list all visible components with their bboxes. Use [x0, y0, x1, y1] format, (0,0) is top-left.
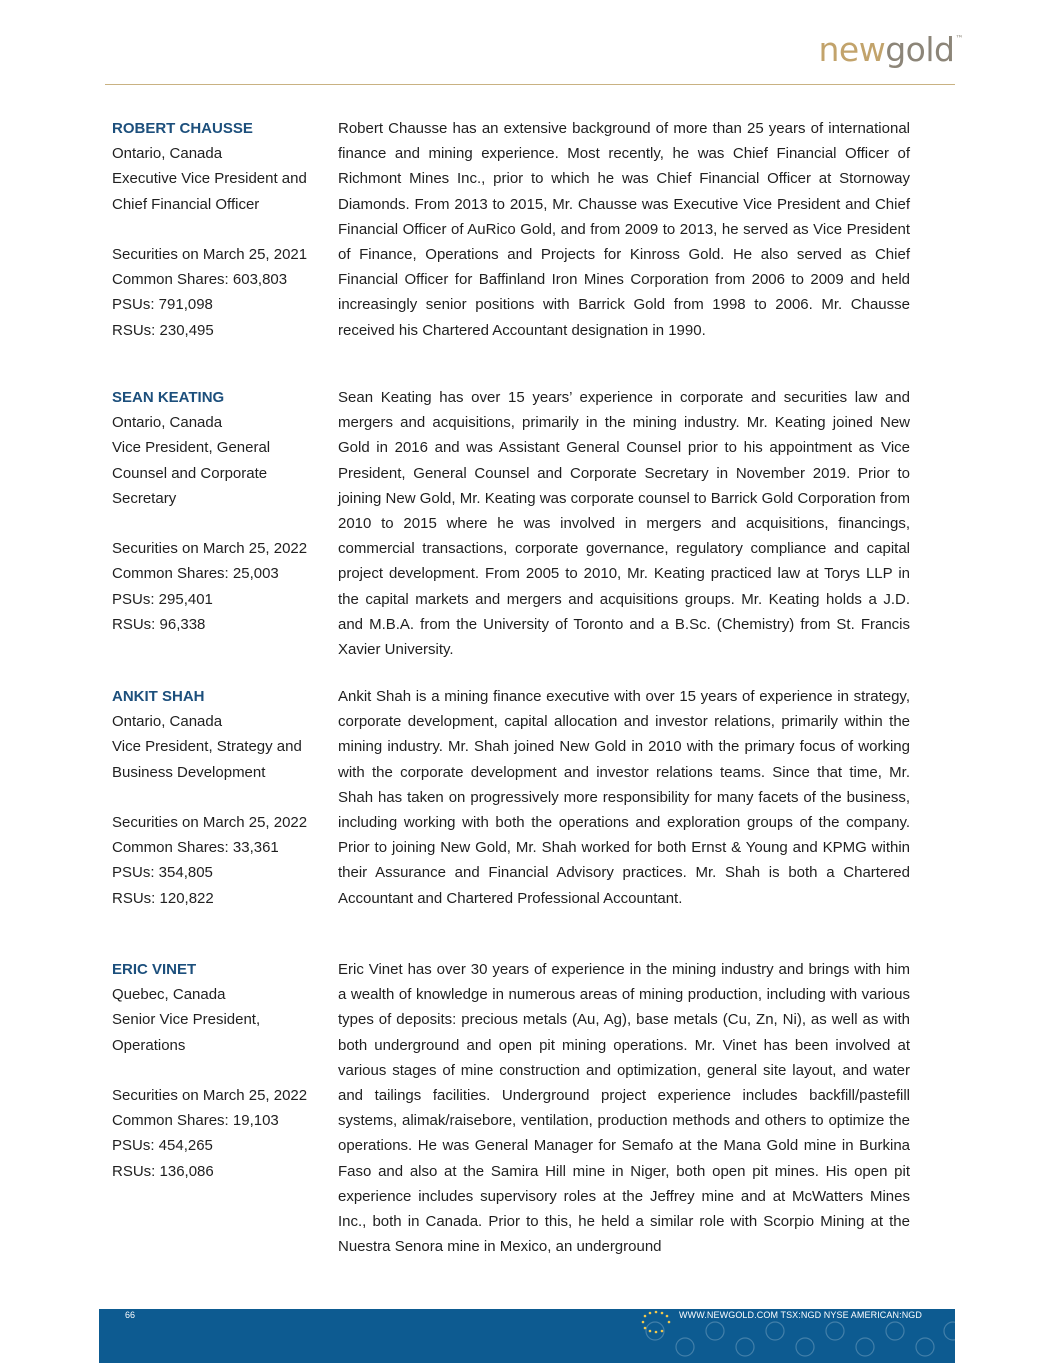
header-divider [105, 84, 955, 85]
bio-securities-date: Securities on March 25, 2021 [112, 246, 308, 263]
bio-title-line: Secretary [112, 489, 177, 507]
bio-title-line: Vice President, General [112, 439, 271, 457]
bio-description [338, 385, 910, 662]
footer-site-info: WWW.NEWGOLD.COM TSX:NGD NYSE AMERICAN:NGD [679, 1310, 922, 1320]
bio-text: Ankit Shah is a mining finance executive with over 15 years of experience in strategy, corporate development, capital allocation and investor relations, primarily within the mining industry. Mr. Shah joined New Gold in 2010 with the primary focus of working with the corporate development and investor relations teams. Since that time, Mr. Shah has taken on progressively more responsibility for many facets of the business, including working with both the operations and exploration groups of the company. Prior to joining New Gold, Mr. Shah worked for both Ernst & Young and KPMG within their Assurance and Financial Advisory practices. Mr. Shah is both a Chartered Accountant and Chartered Professional Accountant. [338, 688, 910, 907]
bio-block [112, 684, 910, 911]
bio-location: Ontario, Canada [112, 414, 223, 432]
bio-title-line: Chief Financial Officer [112, 195, 260, 213]
bio-psus: PSUs: 354,805 [112, 864, 213, 882]
bio-psus: PSUs: 791,098 [112, 296, 213, 314]
bio-psus: PSUs: 454,265 [112, 1137, 213, 1155]
bio-sidebar [112, 385, 338, 662]
bio-location: Ontario, Canada [112, 145, 223, 163]
newgold-logo [819, 30, 963, 69]
bio-text: Eric Vinet has over 30 years of experience in the mining industry and brings with him a wealth of knowledge in numerous areas of mining production, including with various types of deposits: precious metals (Au, Ag), base metals (Cu, Zn, Ni), as well as with both underground and open pit mining operations. Mr. Vinet has been involved at various stages of mine construction and optimization, general site layout, and water and tailings facilities. Underground project experience includes backfill/pastefill systems, alimak/raisebore, ventilation, production methods and others to optimize the operations. He was General Manager for Semafo at the Mana Gold mine in Burkina Faso and also at the Samira Hill mine in Niger, both open pit mines. His open pit experience includes supervisory roles at the Jeffrey mine and at McWatters Mines Inc., both in Canada. Prior to this, he held a similar role with Scorpio Mining at the Nuestra Senora mine in Mexico, an underground [338, 961, 910, 1256]
bio-title-line: Business Development [112, 763, 266, 781]
bio-sidebar [112, 684, 338, 911]
bio-description [338, 957, 910, 1259]
bio-location: Quebec, Canada [112, 986, 226, 1004]
bio-description [338, 116, 910, 343]
bio-name: ERIC VINET [112, 961, 197, 978]
page-number: 66 [125, 1310, 136, 1320]
bio-psus: PSUs: 295,401 [112, 590, 213, 608]
logo-text-new: new [818, 30, 886, 69]
bio-securities-date: Securities on March 25, 2022 [112, 814, 308, 831]
bio-rsus: RSUs: 120,822 [112, 889, 214, 907]
logo-text-gold: gold [885, 30, 955, 69]
footer-star-ring-icon [639, 1310, 673, 1334]
bio-block [112, 957, 910, 1259]
footer-star-pattern [635, 1317, 955, 1363]
page-footer [99, 1309, 955, 1363]
bio-description [338, 684, 910, 911]
bio-rsus: RSUs: 96,338 [112, 615, 206, 633]
bio-title-line: Senior Vice President, [112, 1011, 261, 1029]
bio-sidebar [112, 957, 338, 1259]
bio-common-shares: Common Shares: 603,803 [112, 271, 288, 289]
bio-rsus: RSUs: 230,495 [112, 321, 214, 339]
bio-common-shares: Common Shares: 19,103 [112, 1112, 279, 1130]
bio-sidebar [112, 116, 338, 343]
bio-name: SEAN KEATING [112, 389, 225, 406]
bio-name: ANKIT SHAH [112, 688, 205, 705]
bio-title-line: Executive Vice President and [112, 170, 307, 188]
bio-common-shares: Common Shares: 33,361 [112, 839, 279, 857]
bio-common-shares: Common Shares: 25,003 [112, 565, 279, 583]
bio-block [112, 116, 910, 343]
logo-trademark: ™ [955, 34, 963, 43]
bio-rsus: RSUs: 136,086 [112, 1162, 214, 1180]
bio-securities-date: Securities on March 25, 2022 [112, 1087, 308, 1104]
bio-name: ROBERT CHAUSSE [112, 120, 253, 137]
bio-title-line: Vice President, Strategy and [112, 738, 302, 756]
bio-securities-date: Securities on March 25, 2022 [112, 540, 308, 558]
bio-location: Ontario, Canada [112, 713, 223, 731]
bio-block [112, 385, 910, 662]
bio-text: Robert Chausse has an extensive background of more than 25 years of international finance and mining experience. Most recently, he was Chief Financial Officer of Richmont Mines Inc., prior to which he was Chief Financial Officer at Stornoway Diamonds. From 2013 to 2015, Mr. Chausse was Executive Vice President and Chief Financial Officer of AuRico Gold, and from 2009 to 2013, he served as Vice President of Finance, Operations and Projects for Kinross Gold. He also served as Chief Financial Officer for Baffinland Iron Mines Corporation from 2006 to 2009 and held increasingly senior positions with Barrick Gold from 1998 to 2006. Mr. Chausse received his Chartered Accountant designation in 1990. [338, 120, 910, 339]
bio-title-line: Operations [112, 1036, 186, 1054]
bio-text: Sean Keating has over 15 years’ experience in corporate and securities law and mergers and acquisitions, primarily in the mining industry. Mr. Keating joined New Gold in 2016 and was Assistant General Counsel prior to his appointment as Vice President, General Counsel and Corporate Secretary in November 2019. Prior to joining New Gold, Mr. Keating was corporate counsel to Barrick Gold Corporation from 2010 to 2015 where he was involved in mergers and acquisitions, financings, commercial transactions, corporate governance, regulatory compliance and capital project development. From 2005 to 2010, Mr. Keating practiced law at Torys LLP in the capital markets and mergers and acquisitions groups. Mr. Keating holds a J.D. and M.B.A. from the University of Toronto and a B.Sc. (Chemistry) from St. Francis Xavier University. [338, 389, 910, 659]
bio-title-line: Counsel and Corporate [112, 464, 268, 482]
